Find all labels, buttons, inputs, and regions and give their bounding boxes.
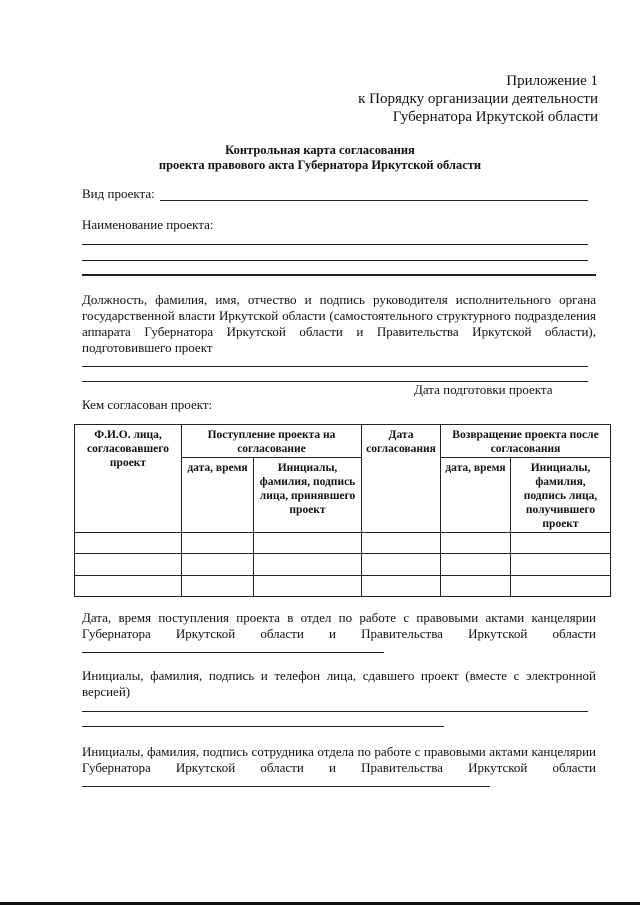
approved-by-label: Кем согласован проект:	[82, 397, 213, 412]
prep-date-label: Дата подготовки проекта	[414, 382, 553, 397]
section-divider	[82, 274, 596, 276]
appendix-line-1: Приложение 1	[506, 73, 598, 89]
table-row	[75, 575, 611, 596]
receipt-legal-line	[82, 652, 384, 653]
project-type-line	[160, 200, 588, 201]
employee-label: Инициалы, фамилия, подпись сотрудника отдела по работе с правовыми актами канцелярии Губернатора Иркутской области и Правительства Иркутской области	[82, 744, 596, 775]
col-header-receipt-person: Инициалы, фамилия, подпись лица, принявшего проект	[254, 457, 362, 532]
author-field-label: Должность, фамилия, имя, отчество и подпись руководителя исполнительного органа государственной власти Иркутской области (самостоятельного структурного подразделения аппарата Губернатора Иркутской области и Правительства Иркутской области), подготовившего проект	[82, 292, 596, 355]
col-header-return-date: дата, время	[441, 457, 511, 532]
col-header-receipt: Поступление проекта на согласование	[182, 425, 362, 458]
receipt-legal-label: Дата, время поступления проекта в отдел по работе с правовыми актами канцелярии Губернатора Иркутской области и Правительства Иркутской области	[82, 610, 596, 641]
col-header-return: Возвращение проекта после согласования	[441, 425, 611, 458]
table-row	[75, 532, 611, 553]
appendix-header	[298, 72, 598, 126]
project-type-label: Вид проекта:	[82, 186, 155, 201]
table-row	[75, 554, 611, 575]
project-name-line-1	[82, 244, 588, 245]
author-line-1	[82, 366, 588, 367]
form-title-line-2: проекта правового акта Губернатора Иркутской области	[158, 158, 482, 172]
submitter-line-1	[82, 711, 588, 712]
employee-line	[82, 786, 490, 787]
col-header-approval-date: Дата согласования	[362, 425, 441, 533]
project-name-label: Наименование проекта:	[82, 217, 214, 232]
col-header-return-person: Инициалы, фамилия, подпись лица, получившего проект	[511, 457, 611, 532]
project-name-line-2	[82, 260, 588, 261]
appendix-line-3: Губернатора Иркутской области	[392, 109, 598, 125]
submitter-label: Инициалы, фамилия, подпись и телефон лица, сдавшего проект (вместе с электронной версией)	[82, 668, 596, 699]
col-header-name: Ф.И.О. лица, согласовавшего проект	[75, 425, 182, 533]
appendix-line-2: к Порядку организации деятельности	[358, 91, 598, 107]
submitter-line-2	[82, 726, 444, 727]
form-title-line-1: Контрольная карта согласования	[225, 143, 415, 157]
col-header-receipt-date: дата, время	[182, 457, 254, 532]
approval-table	[74, 424, 611, 597]
